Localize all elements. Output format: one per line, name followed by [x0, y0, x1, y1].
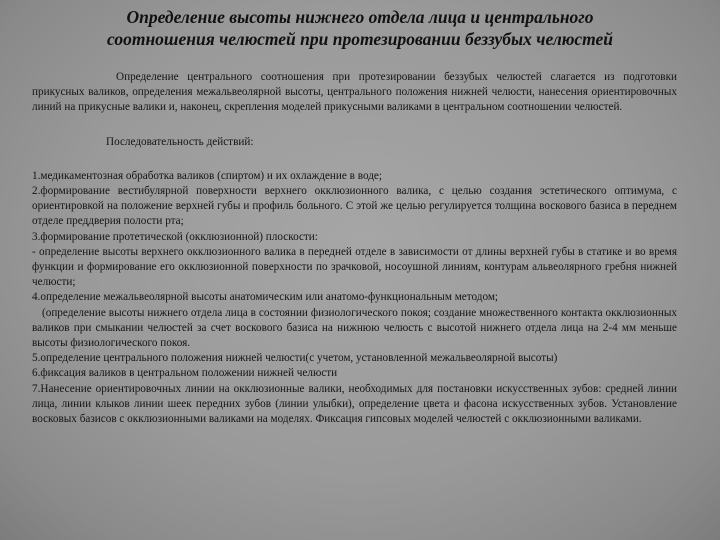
step-item: 3.формирование протетической (окклюзионной) плоскости:	[32, 230, 318, 243]
step-item: 6.фиксация валиков в центральном положении нижней челюсти	[32, 367, 338, 380]
page-title	[30, 6, 690, 50]
step-item: (определение высоты нижнего отдела лица в состоянии физиологического покоя; создание множественного контакта окклюзионных валиков при смыкании челюстей за счет воскового базиса на нижнюю челюсть с высотой нижнего отдела лица на 2-4 мм меньше высоты физиологического покоя.	[32, 306, 677, 350]
slide-body	[32, 70, 677, 427]
step-item: 5.определение центрального положения нижней челюсти(с учетом, установленной межальвеолярной высоты)	[32, 352, 558, 365]
step-item: 4.определение межальвеолярной высоты анатомическим или анатомо-функциональным методом;	[32, 291, 499, 304]
title-line-1: Определение высоты нижнего отдела лица и центрального	[126, 7, 594, 27]
sequence-heading: Последовательность действий:	[106, 135, 254, 148]
step-item: 2.формирование вестибулярной поверхности верхнего окклюзионного валика, с целью создания эстетического оптимума, с ориентировкой на положение верхней губы и профиль больного. С этой же целью регулируется толщина воскового базиса в переднем отделе преддверия полости рта;	[32, 185, 677, 228]
title-line-2: соотношения челюстей при протезировании беззубых челюстей	[107, 29, 613, 49]
intro-paragraph: Определение центрального соотношения при протезировании беззубых челюстей слагается из подготовки прикусных валиков, определения межальвеолярной высоты, центрального положения нижней челюсти, нанесения ориентировочных линий на прикусные валики и, наконец, скрепления моделей прикусными валиками в центральном соотношении челюстей.	[32, 71, 677, 114]
step-item: 7.Нанесение ориентировочных линии на окклюзионные валики, необходимых для постановки искусственных зубов: средней линии лица, линии клыков линии шеек передних зубов (линии улыбки), определение цвета и фасона искусственных зубов. Установление восковых базисов с окклюзионными валиками на моделях. Фиксация гипсовых моделей челюстей с окклюзионными валиками.	[32, 382, 677, 426]
step-item: 1.медикаментозная обработка валиков (спиртом) и их охлаждение в воде;	[32, 169, 382, 182]
step-item: - определение высоты верхнего окклюзионного валика в передней отделе в зависимости от длины верхней губы в статике и во время функции и формирование его окклюзионной поверхности по зрачковой, носоушной линиям, контурам альвеолярного гребня нижней челюсти;	[32, 245, 677, 289]
steps-list	[32, 169, 677, 427]
